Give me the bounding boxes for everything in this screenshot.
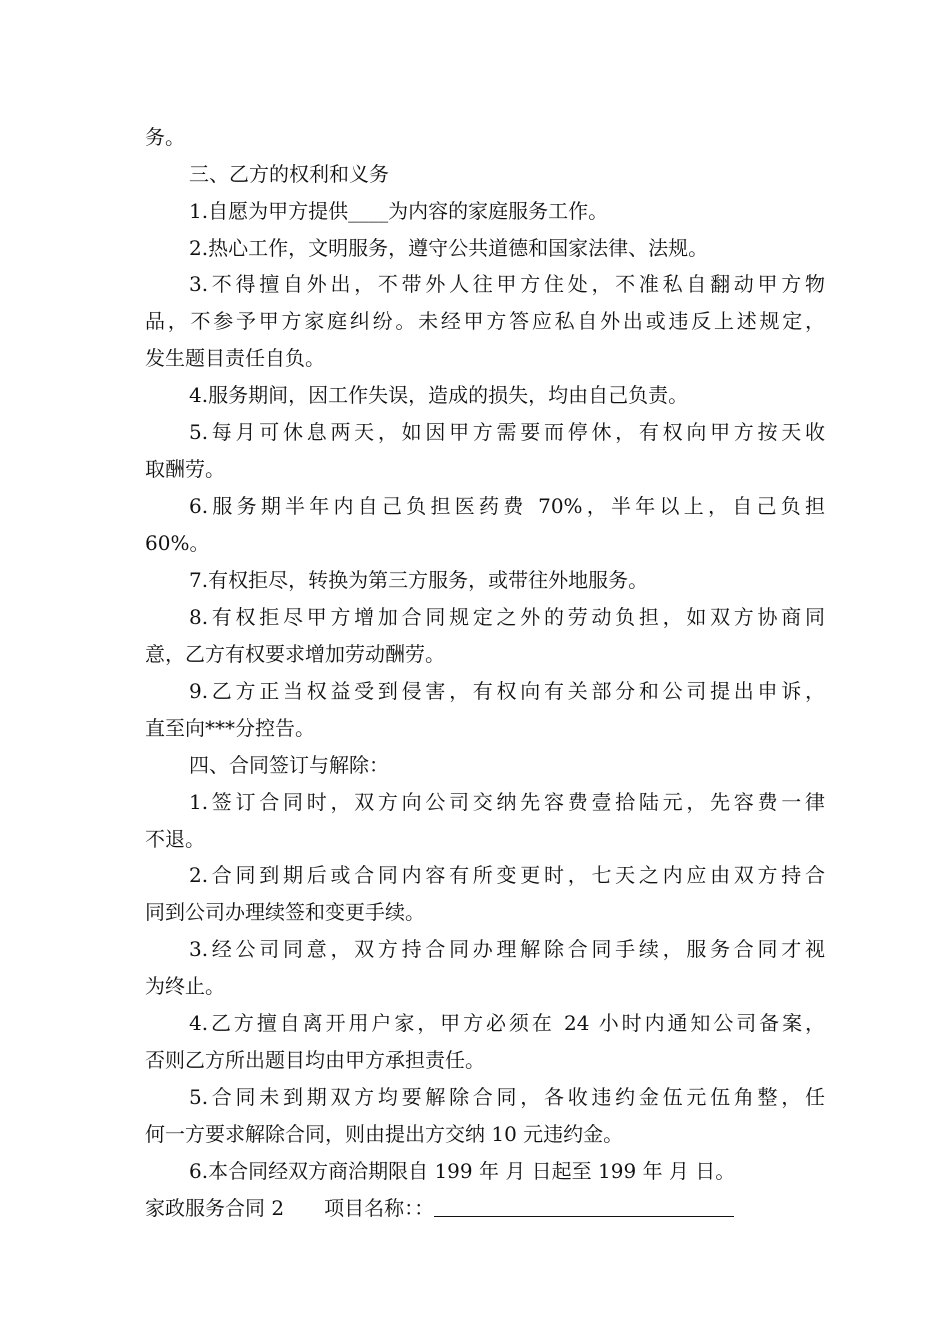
paragraph-line: 6.本合同经双方商洽期限自 199 年 月 日起至 199 年 月 日。 xyxy=(189,1159,736,1183)
paragraph-line: 3.经公司同意，双方持合同办理解除合同手续，服务合同才视 xyxy=(189,937,825,961)
paragraph-line: 不退。 xyxy=(145,827,205,851)
paragraph-line: 9.乙方正当权益受到侵害，有权向有关部分和公司提出申诉， xyxy=(189,679,825,703)
paragraph-line: 何一方要求解除合同，则由提出方交纳 10 元违约金。 xyxy=(145,1122,624,1146)
paragraph-line: 务。 xyxy=(145,125,185,149)
project-name-label: 项目名称：： xyxy=(324,1196,435,1220)
paragraph-line: 60%。 xyxy=(145,531,210,555)
paragraph-line: 品，不参予甲方家庭纠纷。未经甲方答应私自外出或违反上述规定， xyxy=(145,309,825,333)
paragraph-line: 8.有权拒尽甲方增加合同规定之外的劳动负担，如双方协商同 xyxy=(189,605,825,629)
paragraph-line: 3.不得擅自外出，不带外人往甲方住处，不准私自翻动甲方物 xyxy=(189,272,825,296)
paragraph-line: 6.服务期半年内自己负担医药费 70%，半年以上，自己负担 xyxy=(189,494,825,518)
footer-line xyxy=(145,1190,825,1227)
paragraph-line: 为终止。 xyxy=(145,974,225,998)
paragraph-line: 2.合同到期后或合同内容有所变更时，七天之内应由双方持合 xyxy=(189,863,825,887)
paragraph-line: 2.热心工作，文明服务，遵守公共道德和国家法律、法规。 xyxy=(189,236,709,260)
paragraph-line: 否则乙方所出题目均由甲方承担责任。 xyxy=(145,1048,485,1072)
paragraph-line: 7.有权拒尽，转换为第三方服务，或带往外地服务。 xyxy=(189,568,649,592)
paragraph-line: 5.每月可休息两天，如因甲方需要而停休，有权向甲方按天收 xyxy=(189,420,825,444)
paragraph-line: 4.乙方擅自离开用户家，甲方必须在 24 小时内通知公司备案， xyxy=(189,1011,825,1035)
paragraph-line: 意，乙方有权要求增加劳动酬劳。 xyxy=(145,642,445,666)
paragraph-line: 直至向***分控告。 xyxy=(145,716,315,740)
paragraph-line: 取酬劳。 xyxy=(145,457,225,481)
paragraph-line: 4.服务期间，因工作失误，造成的损失，均由自己负责。 xyxy=(189,383,689,407)
paragraph-line: 1.自愿为甲方提供____为内容的家庭服务工作。 xyxy=(189,199,609,223)
section-heading: 三、乙方的权利和义务 xyxy=(189,162,389,186)
section-heading: 四、合同签订与解除： xyxy=(189,753,389,777)
project-name-blank xyxy=(434,1196,734,1217)
paragraph-line: 1.签订合同时，双方向公司交纳先容费壹拾陆元，先容费一律 xyxy=(189,790,825,814)
paragraph-line: 5.合同未到期双方均要解除合同，各收违约金伍元伍角整，任 xyxy=(189,1085,825,1109)
document-title: 家政服务合同 2 xyxy=(145,1196,285,1220)
paragraph-line: 发生题目责任自负。 xyxy=(145,346,325,370)
paragraph-line: 同到公司办理续签和变更手续。 xyxy=(145,900,425,924)
